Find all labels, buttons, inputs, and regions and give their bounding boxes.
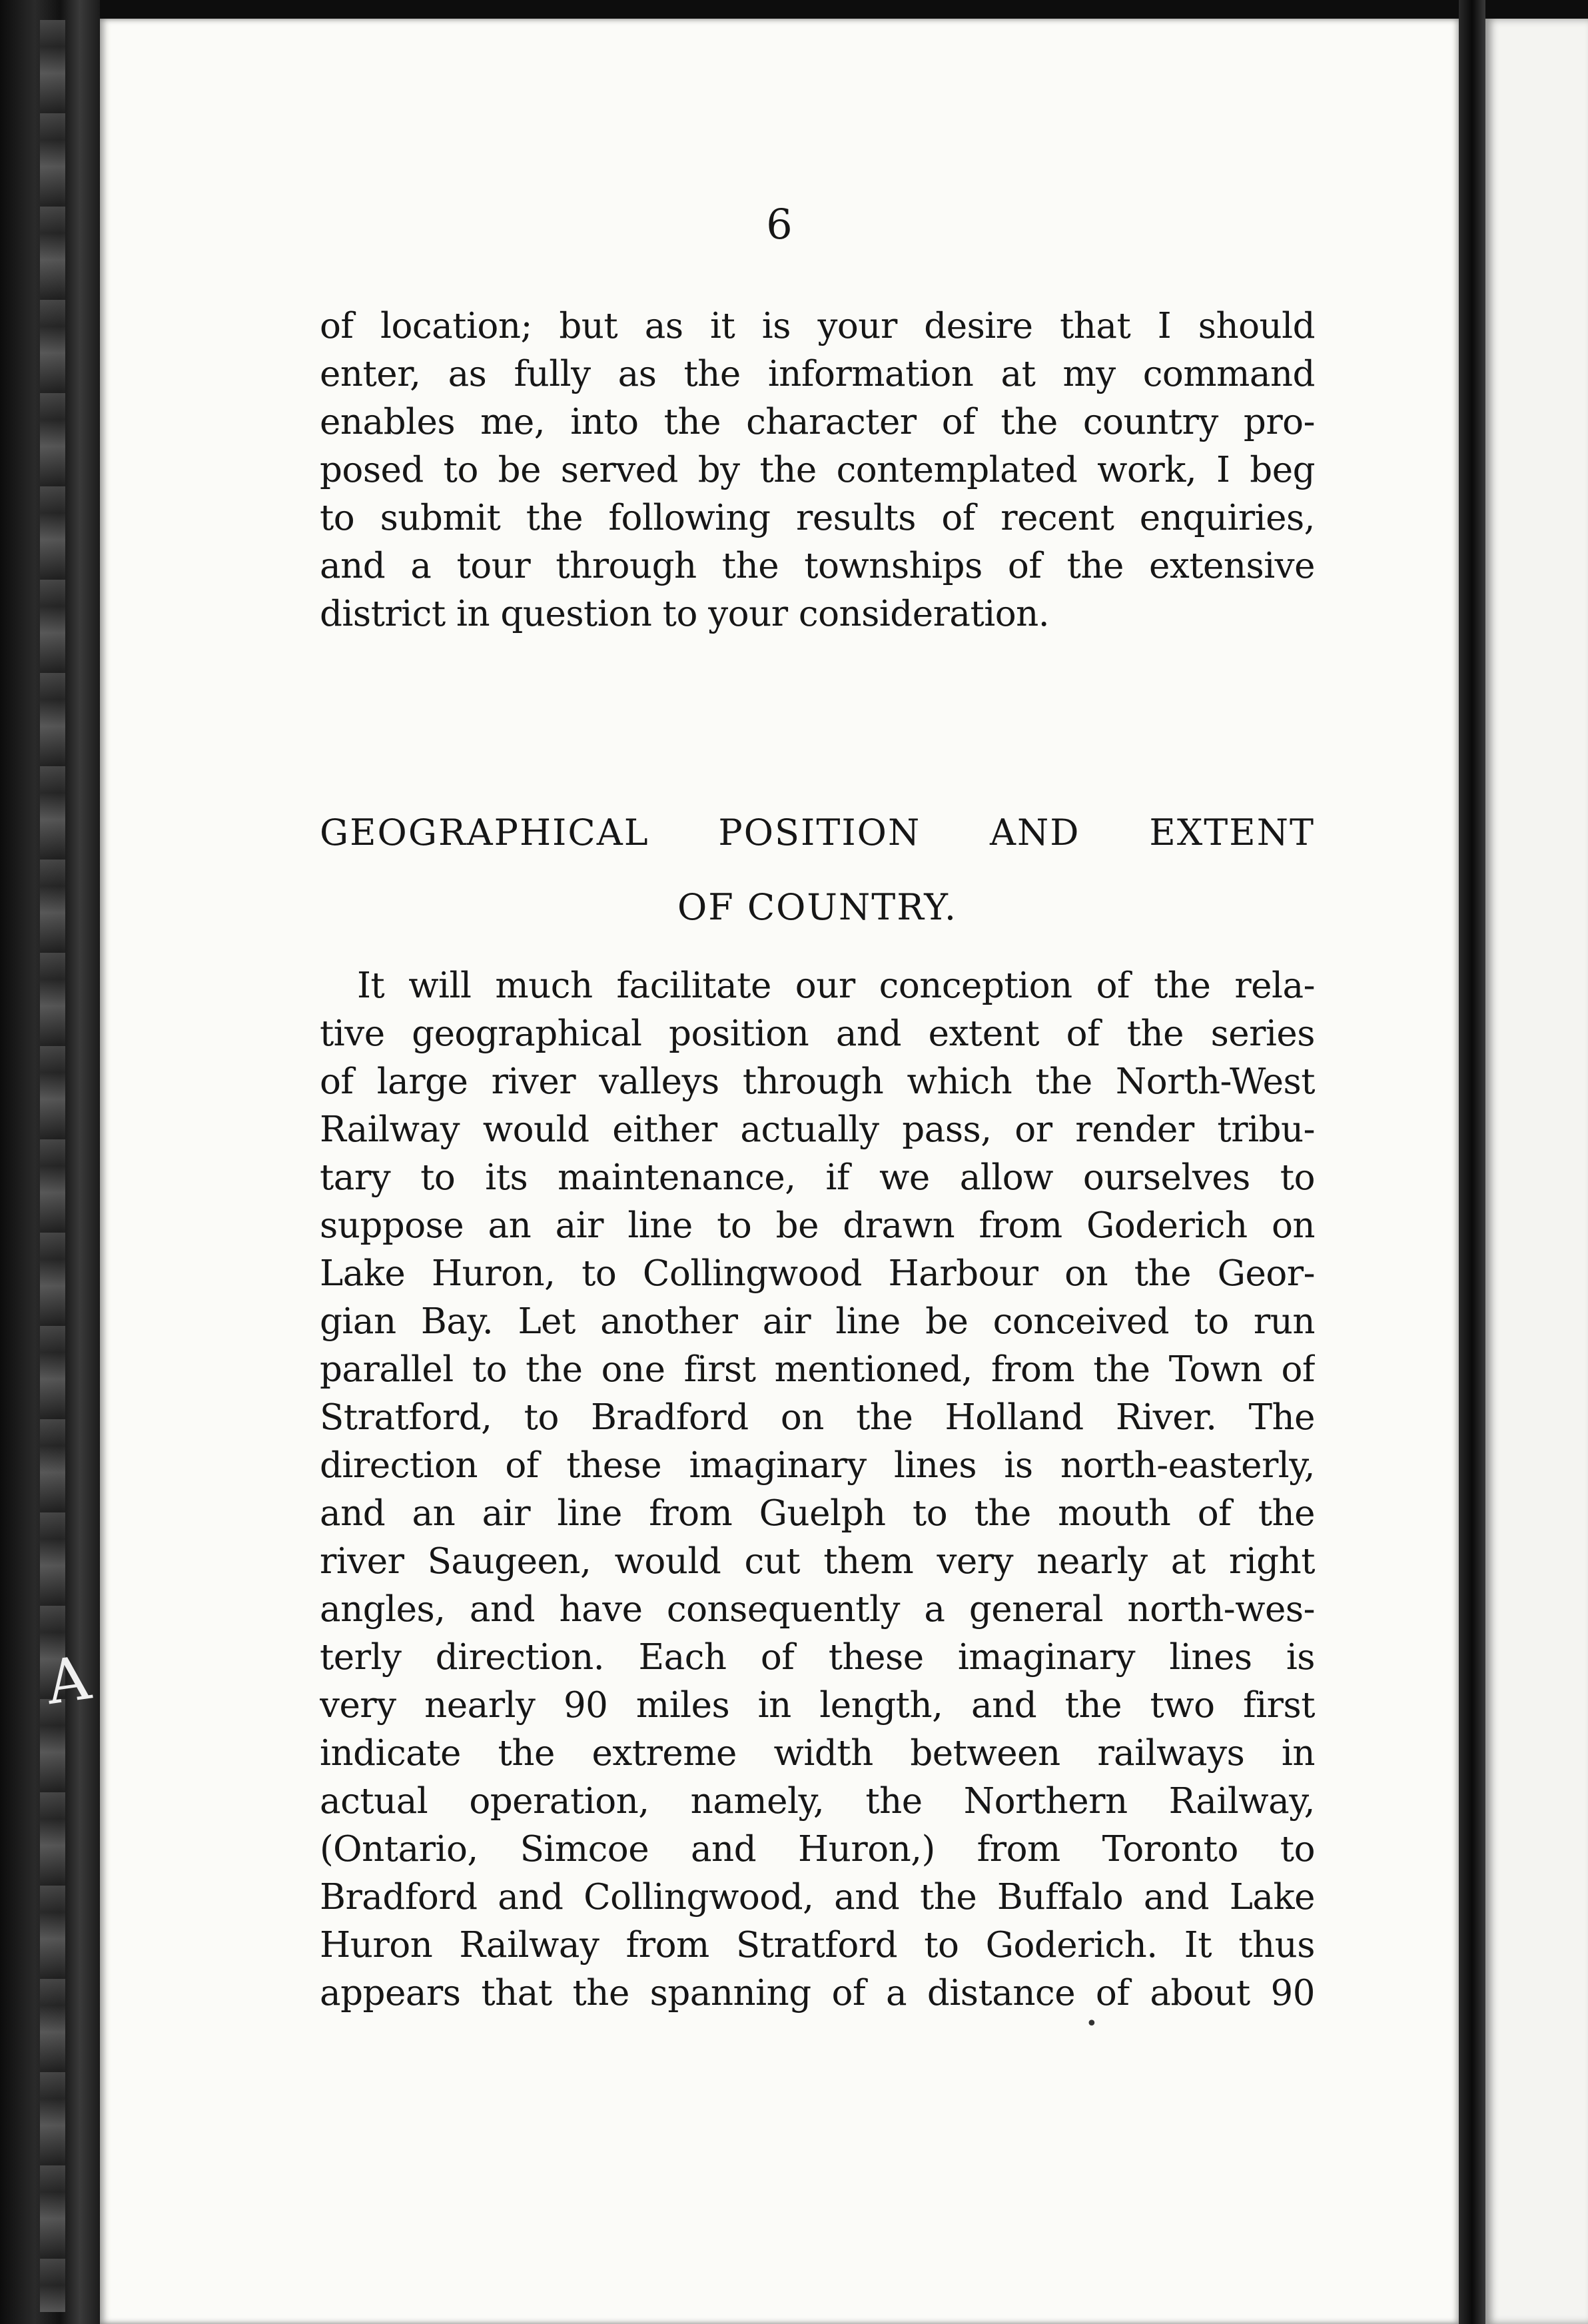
text-line: actual operation, namely, the Northern Railway, — [320, 1781, 1315, 1822]
text-line: tive geographical position and extent of the series — [320, 1013, 1315, 1054]
top-scan-border — [0, 0, 1588, 19]
text-line: of location; but as it is your desire that I should — [320, 306, 1315, 346]
page-number: 6 — [766, 200, 793, 249]
text-line: indicate the extreme width between railways in — [320, 1733, 1315, 1774]
heading-line-2: OF COUNTRY. — [677, 886, 958, 928]
text-line: Stratford, to Bradford on the Holland River. The — [320, 1397, 1315, 1438]
text-line: It will much facilitate our conception of the rela- — [357, 965, 1315, 1006]
page-gutter — [1459, 0, 1485, 2324]
text-line: district in question to your consideration. — [320, 594, 1050, 634]
text-line: river Saugeen, would cut them very nearly at right — [320, 1541, 1315, 1582]
text-line: parallel to the one first mentioned, from the Town of — [320, 1349, 1315, 1390]
ink-dot: • — [1086, 2012, 1098, 2035]
text-line: Bradford and Collingwood, and the Buffalo and Lake — [320, 1877, 1315, 1918]
text-line: very nearly 90 miles in length, and the two first — [320, 1685, 1315, 1726]
text-line: to submit the following results of recent enquiries, — [320, 498, 1315, 538]
text-line: and a tour through the townships of the extensive — [320, 546, 1315, 586]
text-line: enables me, into the character of the country pro- — [320, 402, 1315, 442]
text-line: posed to be served by the contemplated work, I beg — [320, 450, 1315, 490]
text-line: tary to its maintenance, if we allow ourselves to — [320, 1157, 1315, 1198]
text-line: terly direction. Each of these imaginary lines is — [320, 1637, 1315, 1678]
paragraph-intro — [320, 302, 1315, 638]
text-line: suppose an air line to be drawn from Goderich on — [320, 1205, 1315, 1246]
adjacent-page-edge — [1485, 19, 1588, 2324]
text-line: appears that the spanning of a distance of about 90 — [320, 1973, 1315, 2014]
text-line: enter, as fully as the information at my command — [320, 354, 1315, 394]
section-heading — [320, 796, 1315, 945]
paragraph-geography — [320, 962, 1315, 2018]
heading-line-1: GEOGRAPHICAL POSITION AND EXTENT — [320, 812, 1315, 854]
text-line: gian Bay. Let another air line be conceived to run — [320, 1301, 1315, 1342]
text-line: and an air line from Guelph to the mouth of the — [320, 1493, 1315, 1534]
text-line: Lake Huron, to Collingwood Harbour on the Geor- — [320, 1253, 1315, 1294]
margin-mark: A — [42, 1642, 95, 1719]
text-line: direction of these imaginary lines is north-easterly, — [320, 1445, 1315, 1486]
text-line: angles, and have consequently a general north-wes- — [320, 1589, 1315, 1630]
text-line: (Ontario, Simcoe and Huron,) from Toronto to — [320, 1829, 1315, 1870]
text-line: of large river valleys through which the North-West — [320, 1061, 1315, 1102]
text-line: Railway would either actually pass, or render tribu- — [320, 1109, 1315, 1150]
binding-strip — [40, 20, 65, 2312]
text-line: Huron Railway from Stratford to Goderich. It thus — [320, 1925, 1315, 1966]
